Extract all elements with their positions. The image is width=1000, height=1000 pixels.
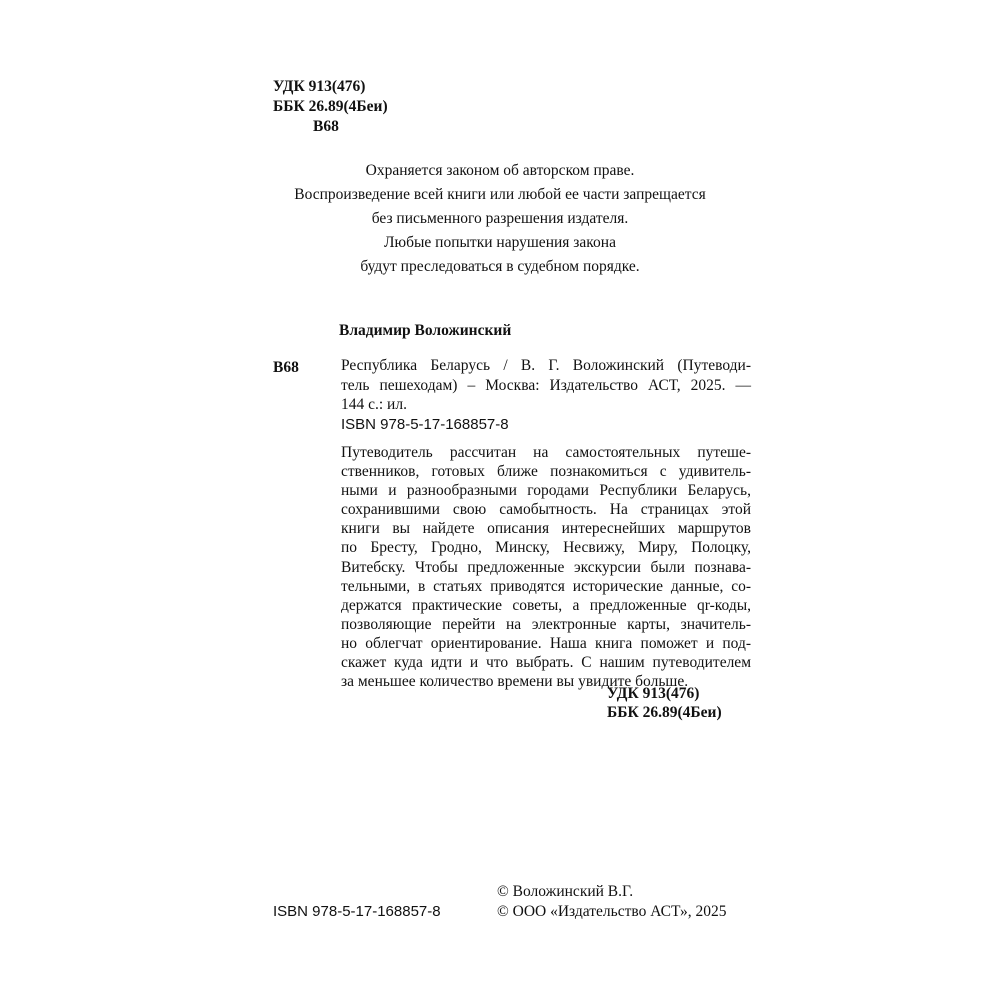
record-bbk: ББК 26.89(4Беи) [607,704,722,721]
annotation-line: по Бресту, Гродно, Минску, Несвижу, Миру, Полоцку, [341,539,751,557]
record-author: Владимир Воложинский [339,322,512,339]
record-mark: В68 [273,359,299,376]
record-udk: УДК 913(476) [607,685,700,702]
copyright-notice-line: Охраняется законом об авторском праве. [365,162,635,179]
annotation-line: сохранившими свою самобытность. На страницах этой [341,501,751,519]
copyright-notice-line: без письменного разрешения издателя. [371,210,629,227]
header-author-mark: В68 [313,118,339,135]
copyright-notice-line: будут преследоваться в судебном порядке. [360,258,640,275]
copyright-notice-line: Любые попытки нарушения закона [384,234,616,251]
bibliographic-line: Республика Беларусь / В. Г. Воложинский (Путеводи- [341,357,751,374]
header-bbk: ББК 26.89(4Беи) [273,98,388,115]
copyright-author: © Воложинский В.Г. [497,883,634,900]
annotation-line: за меньшее количество времени вы увидите больше. [341,673,689,691]
record-annotation [341,443,751,691]
copyright-notice-line: Воспроизведение всей книги или любой ее части запрещается [294,186,706,203]
annotation-line: но облегчат ориентирование. Наша книга поможет и под- [341,634,751,652]
annotation-line: скажет куда идти и что выбрать. С нашим путеводителем [341,654,751,672]
annotation-line: Витебску. Чтобы предложенные экскурсии были познава- [341,558,751,576]
annotation-line: держатся практические советы, а предложенные qr-коды, [341,596,751,614]
annotation-line: ными и разнообразными городами Республики Беларусь, [341,482,751,500]
annotation-line: тельными, в статьях приводятся исторические данные, со- [341,577,751,595]
header-udk: УДК 913(476) [273,78,366,95]
annotation-line: позволяющие перейти на электронные карты, значитель- [341,615,751,633]
annotation-line: Путеводитель рассчитан на самостоятельных путеше- [341,444,751,461]
copyright-publisher: © ООО «Издательство АСТ», 2025 [497,903,727,920]
footer-isbn: ISBN 978-5-17-168857-8 [273,903,441,920]
bibliographic-line: тель пешеходам) – Москва: Издательство АСТ, 2025. — [341,376,751,394]
annotation-line: книги вы найдете описания интереснейших маршрутов [341,520,751,538]
copyright-notice [0,159,1000,279]
annotation-line: ственников, готовых ближе познакомиться с удивитель- [341,463,751,481]
record-bibliographic [341,356,751,415]
bibliographic-line: 144 с.: ил. [341,396,407,413]
record-isbn: ISBN 978-5-17-168857-8 [341,416,509,433]
